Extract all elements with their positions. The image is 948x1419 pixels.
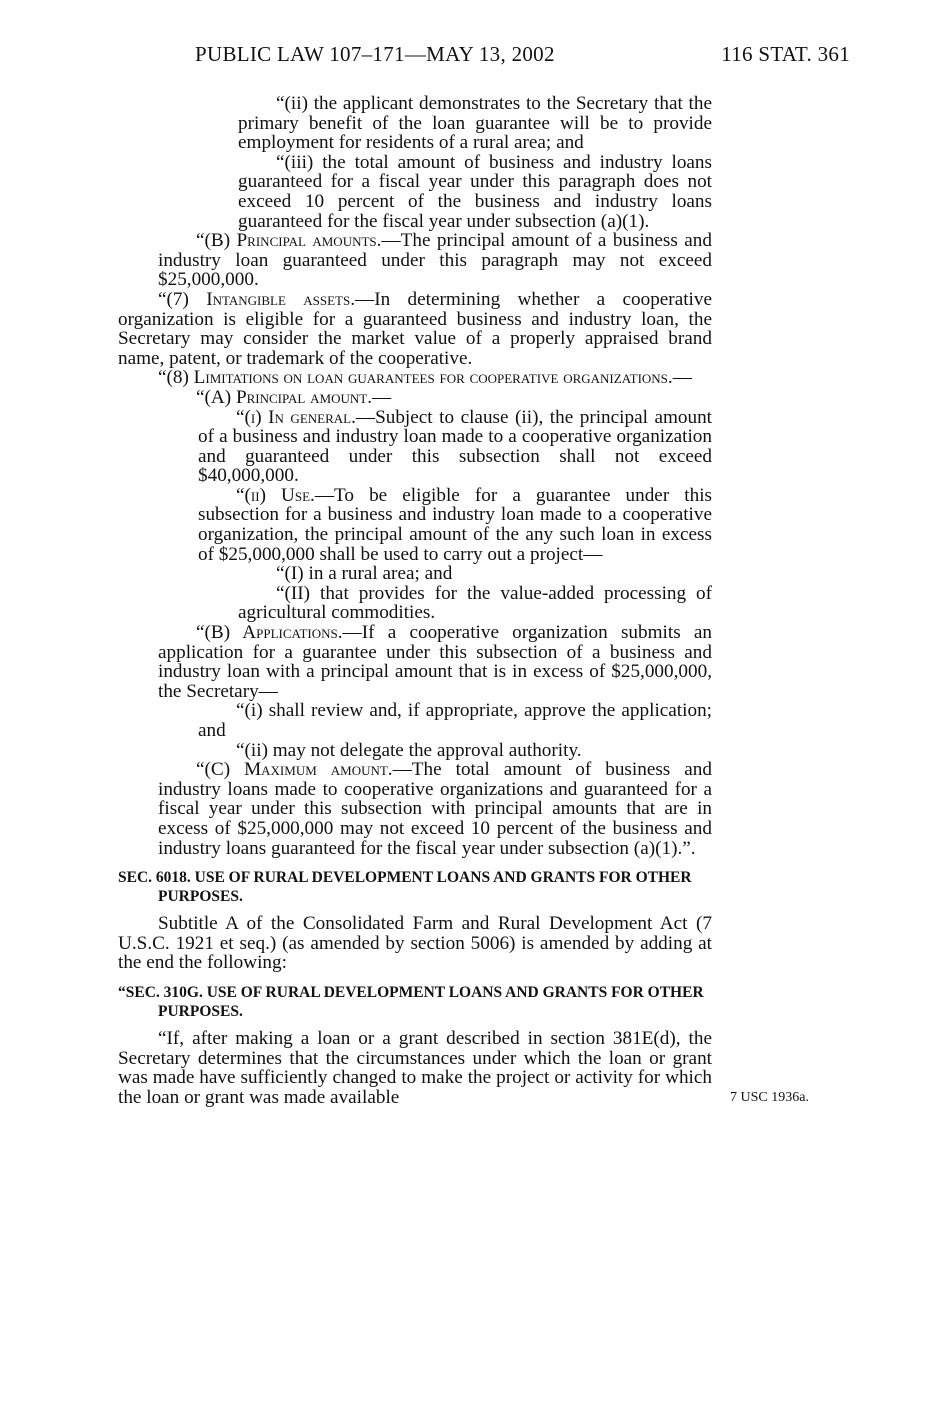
text: —If a cooperative organization submits an application for a guarantee under this subsection of a business and industry loan with a principal amount that is in excess of $25,000,000, the Secretary— xyxy=(158,622,712,702)
heading: “(8) Limitations on loan guarantees for cooperative organizations. xyxy=(158,367,673,389)
subpara-b-applications xyxy=(118,623,712,701)
margin-note-usc: 7 USC 1936a. xyxy=(730,1090,809,1105)
text: — xyxy=(372,386,392,408)
text: —In determining whether a cooperative organization is eligible for a guaranteed business and industry loan, the Secretary may consider the market value of a properly appraised brand name, patent, or trademark of the cooperative. xyxy=(118,288,712,369)
heading: “(ii) Use. xyxy=(236,484,315,506)
clause-i-general xyxy=(118,408,712,486)
clause-i-review: “(i) shall review and, if appropriate, approve the application; and xyxy=(198,700,712,741)
text: —The total amount of business and industry loans made to cooperative organizations and guaranteed for a fiscal year under this subsection with principal amounts that are in excess of $25,000,000 may not exceed 10 percent of the business and industry loans guaranteed for the fiscal year under subsection (a)(1).”. xyxy=(158,759,712,859)
subpara-c-maximum xyxy=(118,760,712,858)
text: —To be eligible for a guarantee under this subsection for a business and industry loan made to a cooperative organization, the principal amount of the any such loan in excess of $25,000,000 shall be used to carry out a project— xyxy=(198,484,713,565)
text: —The principal amount of a business and industry loan guaranteed under this paragraph may not exceed $25,000,000. xyxy=(158,230,712,291)
para-7-intangible xyxy=(118,290,712,368)
amendment-intro: Subtitle A of the Consolidated Farm and Rural Development Act (7 U.S.C. 1921 et seq.) (as amended by section 5006) is amended by adding at the end the following: xyxy=(118,913,712,974)
clause-ii: “(ii) the applicant demonstrates to the Secretary that the primary benefit of the loan guarantee will be to provide employment for residents of a rural area; and xyxy=(238,93,712,154)
clause-ii-delegate: “(ii) may not delegate the approval authority. xyxy=(236,739,582,761)
header-stat-page: 116 STAT. 361 xyxy=(721,42,850,66)
clause-iii: “(iii) the total amount of business and industry loans guaranteed for a fiscal year under this paragraph does not exceed 10 percent of the business and industry loans guaranteed for the fiscal year under subsection (a)(1). xyxy=(238,151,712,232)
heading: “(7) Intangible assets. xyxy=(158,288,356,310)
clause-ii-use xyxy=(118,486,712,564)
text: — xyxy=(672,367,692,389)
subpara-b-principal xyxy=(118,231,712,290)
section-310g-heading: “SEC. 310G. USE OF RURAL DEVELOPMENT LOANS AND GRANTS FOR OTHER PURPOSES. xyxy=(118,983,704,1020)
document-body xyxy=(118,94,712,1107)
subpara-a-principal xyxy=(118,388,712,408)
heading: “(B) Principal amounts. xyxy=(196,230,382,252)
heading: “(C) Maximum amount. xyxy=(196,759,393,781)
header-law-title: PUBLIC LAW 107–171—MAY 13, 2002 xyxy=(195,42,555,66)
heading: “(B) Applications. xyxy=(196,622,343,644)
subclause-ii: “(II) that provides for the value-added processing of agricultural commodities. xyxy=(238,582,712,624)
running-header xyxy=(195,42,850,76)
section-310g-text: “If, after making a loan or a grant described in section 381E(d), the Secretary determines that the circumstances under which the loan or grant was made have sufficiently changed to make the project or activity for which the loan or grant was made available xyxy=(118,1027,712,1108)
section-6018-heading: SEC. 6018. USE OF RURAL DEVELOPMENT LOANS AND GRANTS FOR OTHER PURPOSES. xyxy=(118,869,692,906)
para-8-limitations xyxy=(118,368,712,388)
heading: “(i) In general. xyxy=(236,406,356,428)
heading: “(A) Principal amount. xyxy=(196,386,373,408)
text: —Subject to clause (ii), the principal amount of a business and industry loan made to a cooperative organization and guaranteed under this subsection shall not exceed $40,000,000. xyxy=(198,406,712,487)
subclause-i: “(I) in a rural area; and xyxy=(276,563,453,585)
